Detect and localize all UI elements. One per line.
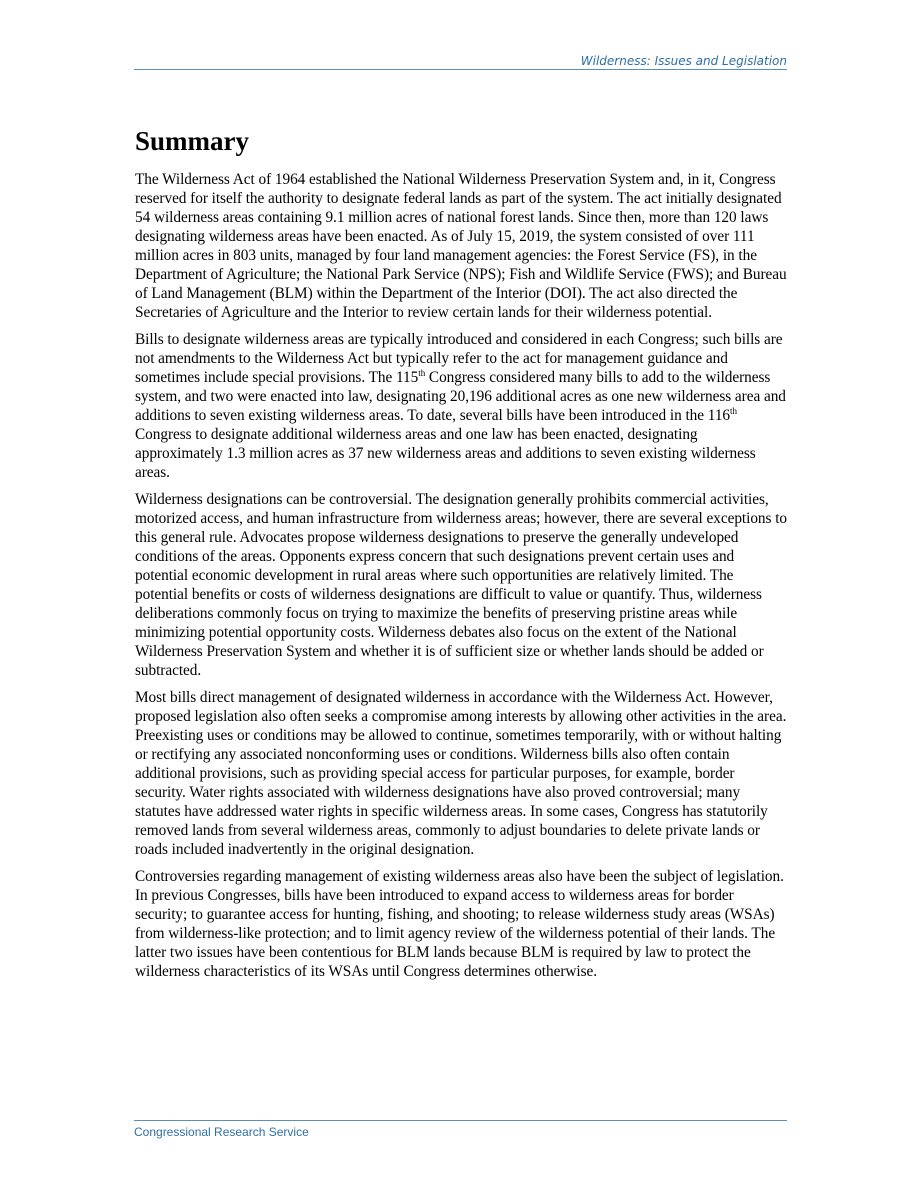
running-footer	[134, 1120, 787, 1140]
paragraph-1: The Wilderness Act of 1964 established the National Wilderness Preservation System and, in it, Congress reserved for itself the authority to designate federal lands as part of the system. The act initially designated 54 wilderness areas containing 9.1 million acres of national forest lands. Since then, more than 120 laws designating wilderness areas have been enacted. As of July 15, 2019, the system consisted of over 111 million acres in 803 units, managed by four land management agencies: the Forest Service (FS), in the Department of Agriculture; the National Park Service (NPS); Fish and Wildlife Service (FWS); and Bureau of Land Management (BLM) within the Department of the Interior (DOI). The act also directed the Secretaries of Agriculture and the Interior to review certain lands for their wilderness potential.	[135, 171, 787, 321]
paragraph-2	[135, 330, 787, 482]
summary-section	[135, 124, 787, 989]
running-header-title: Wilderness: Issues and Legislation	[580, 54, 787, 68]
paragraph-2-text-a: Bills to designate wilderness areas are typically introduced and considered in each Congress; such bills are not amendments to the Wilderness Act but typically refer to the act for management guidance and sometimes include special provisions. The 115	[135, 331, 783, 386]
paragraph-4: Most bills direct management of designated wilderness in accordance with the Wilderness Act. However, proposed legislation also often seeks a compromise among interests by allowing other activities in the area. Preexisting uses or conditions may be allowed to continue, sometimes temporarily, with or without halting or rectifying any associated nonconforming uses or conditions. Wilderness bills also often contain additional provisions, such as providing special access for particular purposes, for example, border security. Water rights associated with wilderness designations have also proved controversial; many statutes have addressed water rights in specific wilderness areas. In some cases, Congress has statutorily removed lands from several wilderness areas, commonly to adjust boundaries to delete private lands or roads included inadvertently in the original designation.	[135, 689, 787, 858]
footer-publisher: Congressional Research Service	[134, 1125, 309, 1139]
paragraph-5: Controversies regarding management of existing wilderness areas also have been the subject of legislation. In previous Congresses, bills have been introduced to expand access to wilderness areas for border security; to guarantee access for hunting, fishing, and shooting; to release wilderness study areas (WSAs) from wilderness-like protection; and to limit agency review of the wilderness potential of their lands. The latter two issues have been contentious for BLM lands because BLM is required by law to protect the wilderness characteristics of its WSAs until Congress determines otherwise.	[135, 868, 784, 980]
paragraph-2-text-b: Congress considered many bills to add to the wilderness system, and two were enacted into law, designating 20,196 additional acres as one new wilderness area and additions to seven existing wilderness areas. To date, several bills have been introduced in the 116	[135, 369, 786, 424]
paragraph-3: Wilderness designations can be controversial. The designation generally prohibits commercial activities, motorized access, and human infrastructure from wilderness areas; however, there are several exceptions to this general rule. Advocates propose wilderness designations to preserve the generally undeveloped conditions of the areas. Opponents express concern that such designations prevent certain uses and potential economic development in rural areas where such opportunities are relatively limited. The potential benefits or costs of wilderness designations are difficult to value or quantify. Thus, wilderness deliberations commonly focus on trying to maximize the benefits of preserving pristine areas while minimizing potential opportunity costs. Wilderness debates also focus on the extent of the National Wilderness Preservation System and whether it is of sufficient size or whether lands should be added or subtracted.	[135, 491, 788, 679]
ordinal-superscript: th	[730, 406, 737, 416]
section-heading: Summary	[135, 126, 249, 156]
paragraph-2-text-c: Congress to designate additional wilderness areas and one law has been enacted, designating approximately 1.3 million acres as 37 new wilderness areas and additions to seven existing wilderness areas.	[135, 426, 756, 481]
running-header	[134, 54, 787, 70]
ordinal-superscript: th	[418, 368, 426, 378]
